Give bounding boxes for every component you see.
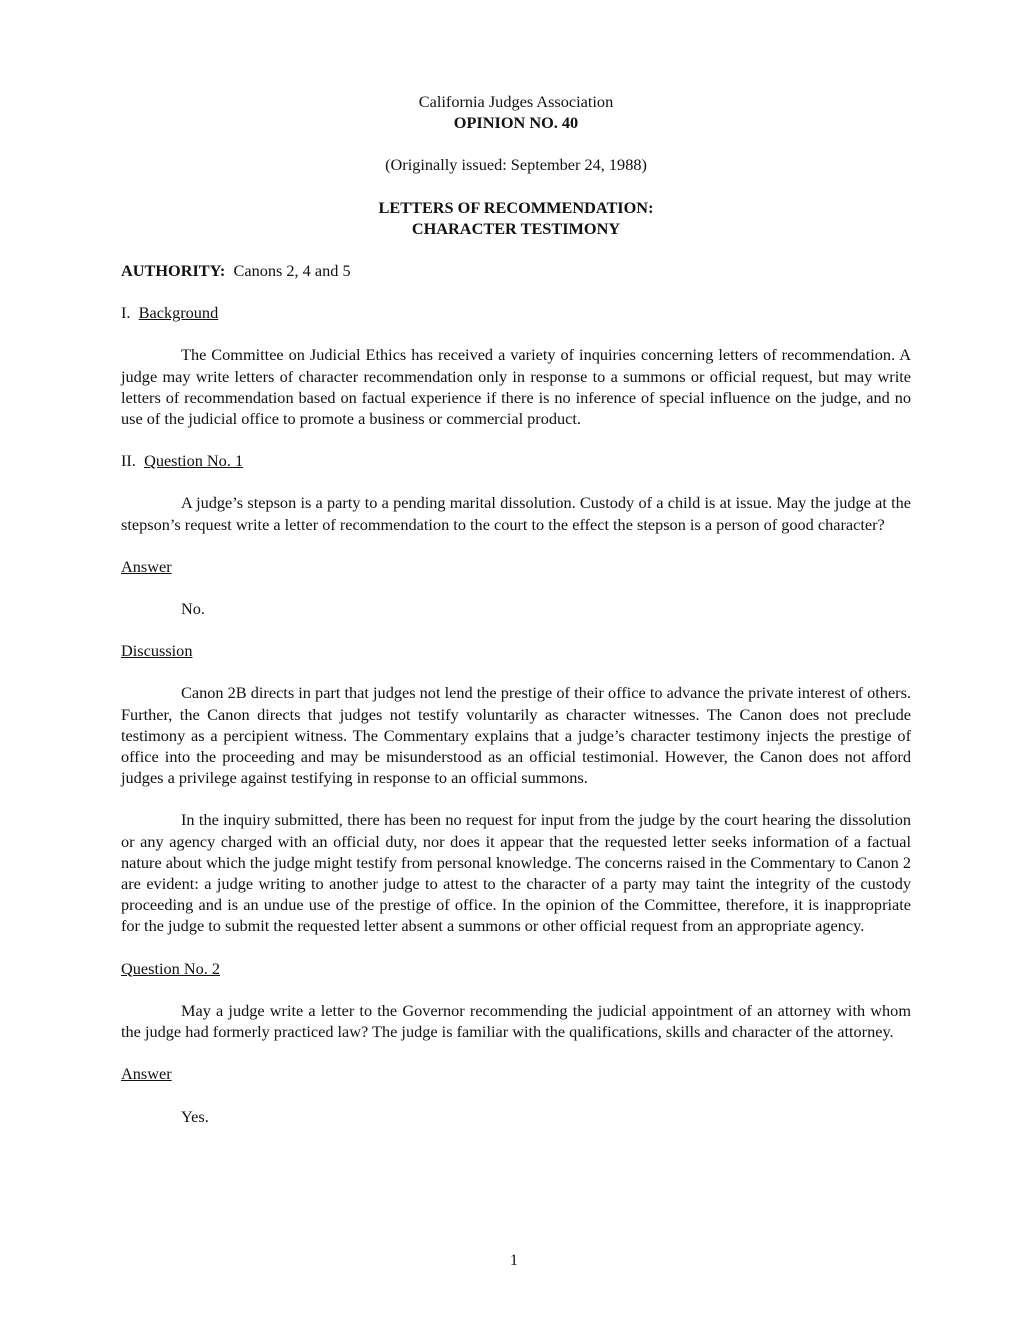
discussion-paragraph-2: In the inquiry submitted, there has been no request for input from the judge by the court hearing the dissolution or any agency charged with an official duty, nor does it appear that the requested letter seeks information of a factual nature about which the judge might testify from personal knowledge. The concerns raised in the Commentary to Canon 2 are evident: a judge writing to another judge to attest to the character of a party may taint the integrity of the custody proceeding and is an undue use of the prestige of office. In the opinion of the Committee, therefore, it is inappropriate for the judge to submit the requested letter absent a summons or other official request from an appropriate agency. [121,810,911,936]
discussion-heading: Discussion [121,641,193,661]
authority-label: AUTHORITY: [121,261,226,281]
section-1-title: Background [138,303,219,323]
answer-2-heading: Answer [121,1064,172,1084]
document-title-line-2: CHARACTER TESTIMONY [411,218,621,238]
question-1-paragraph: A judge’s stepson is a party to a pending marital dissolution. Custody of a child is at issue. May the judge at the stepson’s request write a letter of recommendation to the court to the effect the stepson is a person of good character? [121,493,911,534]
issue-date: (Originally issued: September 24, 1988) [385,155,647,175]
discussion-paragraph-1: Canon 2B directs in part that judges not lend the prestige of their office to advance the private interest of others. Further, the Canon directs that judges not testify voluntarily as character witnesses. The Canon does not preclude testimony as a percipient witness. The Commentary explains that a judge’s character testimony injects the prestige of office into the proceeding and may be misunderstood as an official testimonial. However, the Canon does not afford judges a privilege against testifying in response to an official summons. [121,683,911,788]
document-body [121,91,911,1127]
question-2-heading: Question No. 2 [121,958,221,978]
background-paragraph: The Committee on Judicial Ethics has received a variety of inquiries concerning letters of recommendation. A judge may write letters of character recommendation only in response to a summons or official request, but may write letters of recommendation based on factual experience if there is no inference of special influence on the judge, and no use of the judicial office to promote a business or commercial product. [121,345,911,429]
organization-name: California Judges Association [418,92,614,111]
answer-1-text: No. [181,599,205,619]
page-number: 1 [509,1250,519,1269]
question-2-paragraph: May a judge write a letter to the Governor recommending the judicial appointment of an attorney with whom the judge had formerly practiced law? The judge is familiar with the qualifications, skills and character of the attorney. [121,1000,911,1042]
authority-text: Canons 2, 4 and 5 [225,261,351,281]
section-1-heading [121,302,911,323]
section-1-number: I. [121,303,139,323]
section-2-heading [121,450,911,471]
answer-2-text: Yes. [181,1106,209,1126]
section-2-title: Question No. 1 [144,451,244,471]
document-title-line-1: LETTERS OF RECOMMENDATION: [378,197,654,217]
section-2-number: II. [121,451,145,471]
opinion-number: OPINION NO. 40 [453,113,579,133]
answer-1-heading: Answer [121,556,172,576]
authority-line [121,260,911,281]
